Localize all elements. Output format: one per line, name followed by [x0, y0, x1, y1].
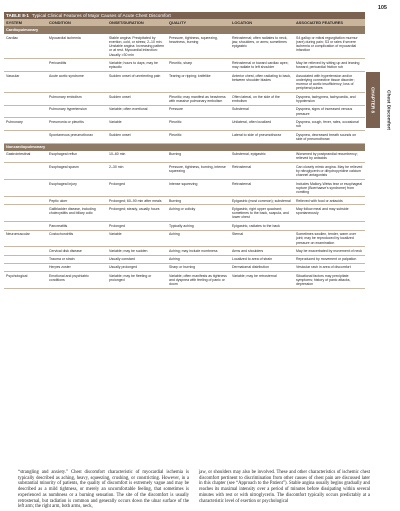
- table-row: [4, 180, 365, 197]
- table-row: [4, 247, 365, 255]
- table-cell: Associated with hypertension and/or underlying connective tissue disorder; murmur of aortic insufficiency; loss of peripheral pulses: [294, 72, 365, 93]
- group-name: Noncardiopulmonary: [4, 143, 365, 151]
- table-cell: Includes Mallory-Weiss tear or esophageal rupture (Boerhaave's syndrome) from vomiting: [294, 180, 365, 197]
- column-header: SYSTEM: [4, 19, 47, 27]
- chapter-tab-label: CHAPTER 8: [370, 86, 376, 114]
- table-cell: Pneumonia or pleuritis: [47, 118, 107, 131]
- table-row: [4, 131, 365, 144]
- table-cell: Situational factors may precipitate symptoms; history of panic attacks, depression: [294, 272, 365, 289]
- table-cell: Myocardial ischemia: [47, 34, 107, 59]
- table-cell: Variable; may be sudden: [107, 247, 167, 255]
- table-header-row: [4, 19, 365, 27]
- table-row: [4, 222, 365, 230]
- table-cell: Aching: [167, 255, 230, 263]
- table-cell: Pulmonary embolism: [47, 93, 107, 106]
- table-cell: Costochondritis: [47, 230, 107, 247]
- table-cell: Pulmonary: [4, 118, 47, 131]
- body-text: [18, 470, 370, 510]
- table-cell: Dyspnea, tachypnea, tachycardia, and hypotension: [294, 93, 365, 106]
- table-cell: Sometimes swollen, tender, warm over joint; may be reproduced by localized pressure on examination: [294, 230, 365, 247]
- table-title-text: Typical Clinical Features of Major Causes of Acute Chest Discomfort: [31, 13, 171, 18]
- table-cell: Reproduced by movement or palpation: [294, 255, 365, 263]
- table-cell: Peptic ulcer: [47, 197, 107, 205]
- table-cell: Dyspnea, signs of increased venous pressure: [294, 105, 365, 118]
- table-cell: Sudden onset: [107, 93, 167, 106]
- table-cell: Worsened by postprandial recumbency; relieved by antacids: [294, 151, 365, 163]
- table-cell: Cervical disk disease: [47, 247, 107, 255]
- table-cell: Burning: [167, 197, 230, 205]
- table-cell: Acute aortic syndrome: [47, 72, 107, 93]
- table-cell: Pancreatitis: [47, 222, 107, 230]
- table-cell: Can closely mimic angina. May be relieved by nitroglycerin or dihydropyridine calcium channel antagonists: [294, 163, 365, 180]
- table-cell: [4, 255, 47, 263]
- table-cell: [4, 222, 47, 230]
- clinical-features-table: [4, 12, 365, 289]
- table-cell: [4, 105, 47, 118]
- table-cell: Epigastric, right upper quadrant; sometimes to the back, scapula, and lower chest: [230, 205, 294, 222]
- table-cell: [4, 163, 47, 180]
- table-cell: Vascular: [4, 72, 47, 93]
- table-cell: [4, 59, 47, 72]
- column-header: ASSOCIATED FEATURES: [294, 19, 365, 27]
- table-cell: Pericarditis: [47, 59, 107, 72]
- table-cell: May be relieved by sitting up and leaning forward; pericardial friction rub: [294, 59, 365, 72]
- table-cell: [4, 131, 47, 144]
- table-cell: Spontaneous pneumothorax: [47, 131, 107, 144]
- table-cell: Emotional and psychiatric conditions: [47, 272, 107, 289]
- table-cell: [4, 93, 47, 106]
- table-cell: S4 gallop or mitral regurgitation murmur (rare) during pain; S3 or rales if severe ischemia or complication of myocardial infarction: [294, 34, 365, 59]
- table-cell: Pleuritic: [167, 118, 230, 131]
- table-cell: Dermatomal distribution: [230, 263, 294, 271]
- table-cell: Stable angina: Precipitated by exertion, cold, or stress; 2–10 min. Unstable angina: Increasing pattern or at rest. Myocardial infarction: Usually >30 min: [107, 34, 167, 59]
- table-cell: Aching; may include numbness: [167, 247, 230, 255]
- table-row: [4, 151, 365, 163]
- table-cell: Relieved with food or antacids: [294, 197, 365, 205]
- table-cell: Burning: [167, 151, 230, 163]
- table-row: [4, 93, 365, 106]
- body-column-right: [199, 470, 370, 510]
- table-row: [4, 230, 365, 247]
- table-cell: Pressure, tightness, burning, intense squeezing: [167, 163, 230, 180]
- table-cell: Prolonged: [107, 222, 167, 230]
- table-cell: Typically aching: [167, 222, 230, 230]
- table-cell: Dyspnea, decreased breath sounds on side of pneumothorax: [294, 131, 365, 144]
- table-cell: Pleuritic; may manifest as heaviness with massive pulmonary embolism: [167, 93, 230, 106]
- table-row: [4, 34, 365, 59]
- table-cell: Arms and shoulders: [230, 247, 294, 255]
- table-row: [4, 72, 365, 93]
- table-cell: Herpes zoster: [47, 263, 107, 271]
- chapter-side-title: [383, 80, 393, 140]
- table-cell: Usually prolonged: [107, 263, 167, 271]
- group-header-row: [4, 27, 365, 35]
- table-cell: Prolonged; 60–90 min after meals: [107, 197, 167, 205]
- table-label: TABLE 8-1: [6, 13, 29, 18]
- column-header: CONDITION: [47, 19, 107, 27]
- table-cell: Substernal, epigastric: [230, 151, 294, 163]
- table-cell: 2–30 min: [107, 163, 167, 180]
- table-cell: Prolonged: [107, 180, 167, 197]
- table-cell: [4, 205, 47, 222]
- table-cell: [4, 247, 47, 255]
- group-name: Cardiopulmonary: [4, 27, 365, 35]
- table-cell: Neuromuscular: [4, 230, 47, 247]
- table-cell: Retrosternal: [230, 163, 294, 180]
- table-cell: Variable; hours to days; may be episodic: [107, 59, 167, 72]
- table-cell: Prolonged; steady, usually hours: [107, 205, 167, 222]
- table-cell: Aching: [167, 230, 230, 247]
- table-cell: Retrosternal; often radiates to neck, jaw, shoulders, or arms; sometimes epigastric: [230, 34, 294, 59]
- table-cell: Psychological: [4, 272, 47, 289]
- body-column-left: [18, 470, 189, 510]
- table-cell: Tearing or ripping; knifelike: [167, 72, 230, 93]
- body-paragraph: jaw, or shoulders may also be involved. These and other characteristics of ischemic chest discomfort pertinent to discrimination from other causes of chest pain are discussed later in this chapter (see “Approach to the Patient”). Stable angina usually begins gradually and reaches its maximal intensity over a period of minutes before dissipating within several minutes with rest or with nitroglycerin. The discomfort typically occurs predictably at a characteristic level of exertion or psychological: [199, 470, 370, 504]
- table-cell: Dyspnea, cough, fever, rales, occasional rub: [294, 118, 365, 131]
- table-cell: Localized to area of strain: [230, 255, 294, 263]
- table-cell: [4, 263, 47, 271]
- column-header: ONSET/DURATION: [107, 19, 167, 27]
- table-cell: Pressure, tightness, squeezing, heaviness, burning: [167, 34, 230, 59]
- table-cell: Anterior chest, often radiating to back, between shoulder blades: [230, 72, 294, 93]
- table-cell: Variable; may be fleeting or prolonged: [107, 272, 167, 289]
- table-cell: Pleuritic, sharp: [167, 59, 230, 72]
- table-row: [4, 272, 365, 289]
- table-cell: Substernal: [230, 105, 294, 118]
- table-cell: Aching or colicky: [167, 205, 230, 222]
- table-cell: Variable; often manifests as tightness and dyspnea with feeling of panic or doom: [167, 272, 230, 289]
- table-cell: Variable: [107, 118, 167, 131]
- table-row: [4, 205, 365, 222]
- table-cell: Gastrointestinal: [4, 151, 47, 163]
- table-cell: Epigastric (most common); substernal: [230, 197, 294, 205]
- table-cell: Esophageal injury: [47, 180, 107, 197]
- table-cell: Esophageal reflux: [47, 151, 107, 163]
- table-cell: Intense squeezing: [167, 180, 230, 197]
- table-cell: Retrosternal or toward cardiac apex; may radiate to left shoulder: [230, 59, 294, 72]
- table-cell: Variable; may be retrosternal: [230, 272, 294, 289]
- table-row: [4, 163, 365, 180]
- table-cell: Unilateral, often localized: [230, 118, 294, 131]
- chapter-tab: [366, 72, 380, 128]
- table-cell: Sharp or burning: [167, 263, 230, 271]
- table-row: [4, 59, 365, 72]
- table-cell: May follow meal and may subside spontaneously: [294, 205, 365, 222]
- table-row: [4, 263, 365, 271]
- table-title: [4, 12, 365, 19]
- table-row: [4, 118, 365, 131]
- table-cell: Gallbladder disease, including cholecystitis and biliary colic: [47, 205, 107, 222]
- table-cell: [294, 222, 365, 230]
- table-row: [4, 105, 365, 118]
- table-row: [4, 255, 365, 263]
- body-paragraph: “strangling and anxiety.” Chest discomfort characteristic of myocardial ischemia is typically described as aching, heavy, squeezing, crushing, or constricting. However, in a substantial minority of patients, the quality of discomfort is extremely vague and may be described as a mild tightness, or merely an uncomfortable feeling, that sometimes is experienced as numbness or a burning sensation. The site of the discomfort is usually retrosternal, but radiation is common and generally occurs down the ulnar surface of the left arm; the right arm, both arms, neck,: [18, 470, 189, 510]
- table-cell: 10–60 min: [107, 151, 167, 163]
- table-cell: Pressure: [167, 105, 230, 118]
- table-cell: Pleuritic: [167, 131, 230, 144]
- column-header: LOCATION: [230, 19, 294, 27]
- group-header-row: [4, 143, 365, 151]
- table-cell: Lateral to side of pneumothorax: [230, 131, 294, 144]
- page-number: 105: [377, 5, 387, 11]
- table-cell: Vesicular rash in area of discomfort: [294, 263, 365, 271]
- chapter-side-title-text: Chest Discomfort: [385, 90, 391, 130]
- table-cell: Retrosternal: [230, 180, 294, 197]
- table-cell: [4, 197, 47, 205]
- table-cell: [4, 180, 47, 197]
- column-header: QUALITY: [167, 19, 230, 27]
- table-cell: Variable: [107, 230, 167, 247]
- table-cell: May be exacerbated by movement of neck: [294, 247, 365, 255]
- table-cell: Pulmonary hypertension: [47, 105, 107, 118]
- table-cell: Esophageal spasm: [47, 163, 107, 180]
- table-cell: Often lateral, on the side of the embolism: [230, 93, 294, 106]
- table-cell: Sternal: [230, 230, 294, 247]
- table-grid: [4, 19, 365, 289]
- table-row: [4, 197, 365, 205]
- table-cell: Trauma or strain: [47, 255, 107, 263]
- table-cell: Epigastric, radiates to the back: [230, 222, 294, 230]
- table-cell: Sudden onset: [107, 131, 167, 144]
- table-cell: Sudden onset of unrelenting pain: [107, 72, 167, 93]
- table-cell: Usually constant: [107, 255, 167, 263]
- table-cell: Cardiac: [4, 34, 47, 59]
- table-cell: Variable; often exertional: [107, 105, 167, 118]
